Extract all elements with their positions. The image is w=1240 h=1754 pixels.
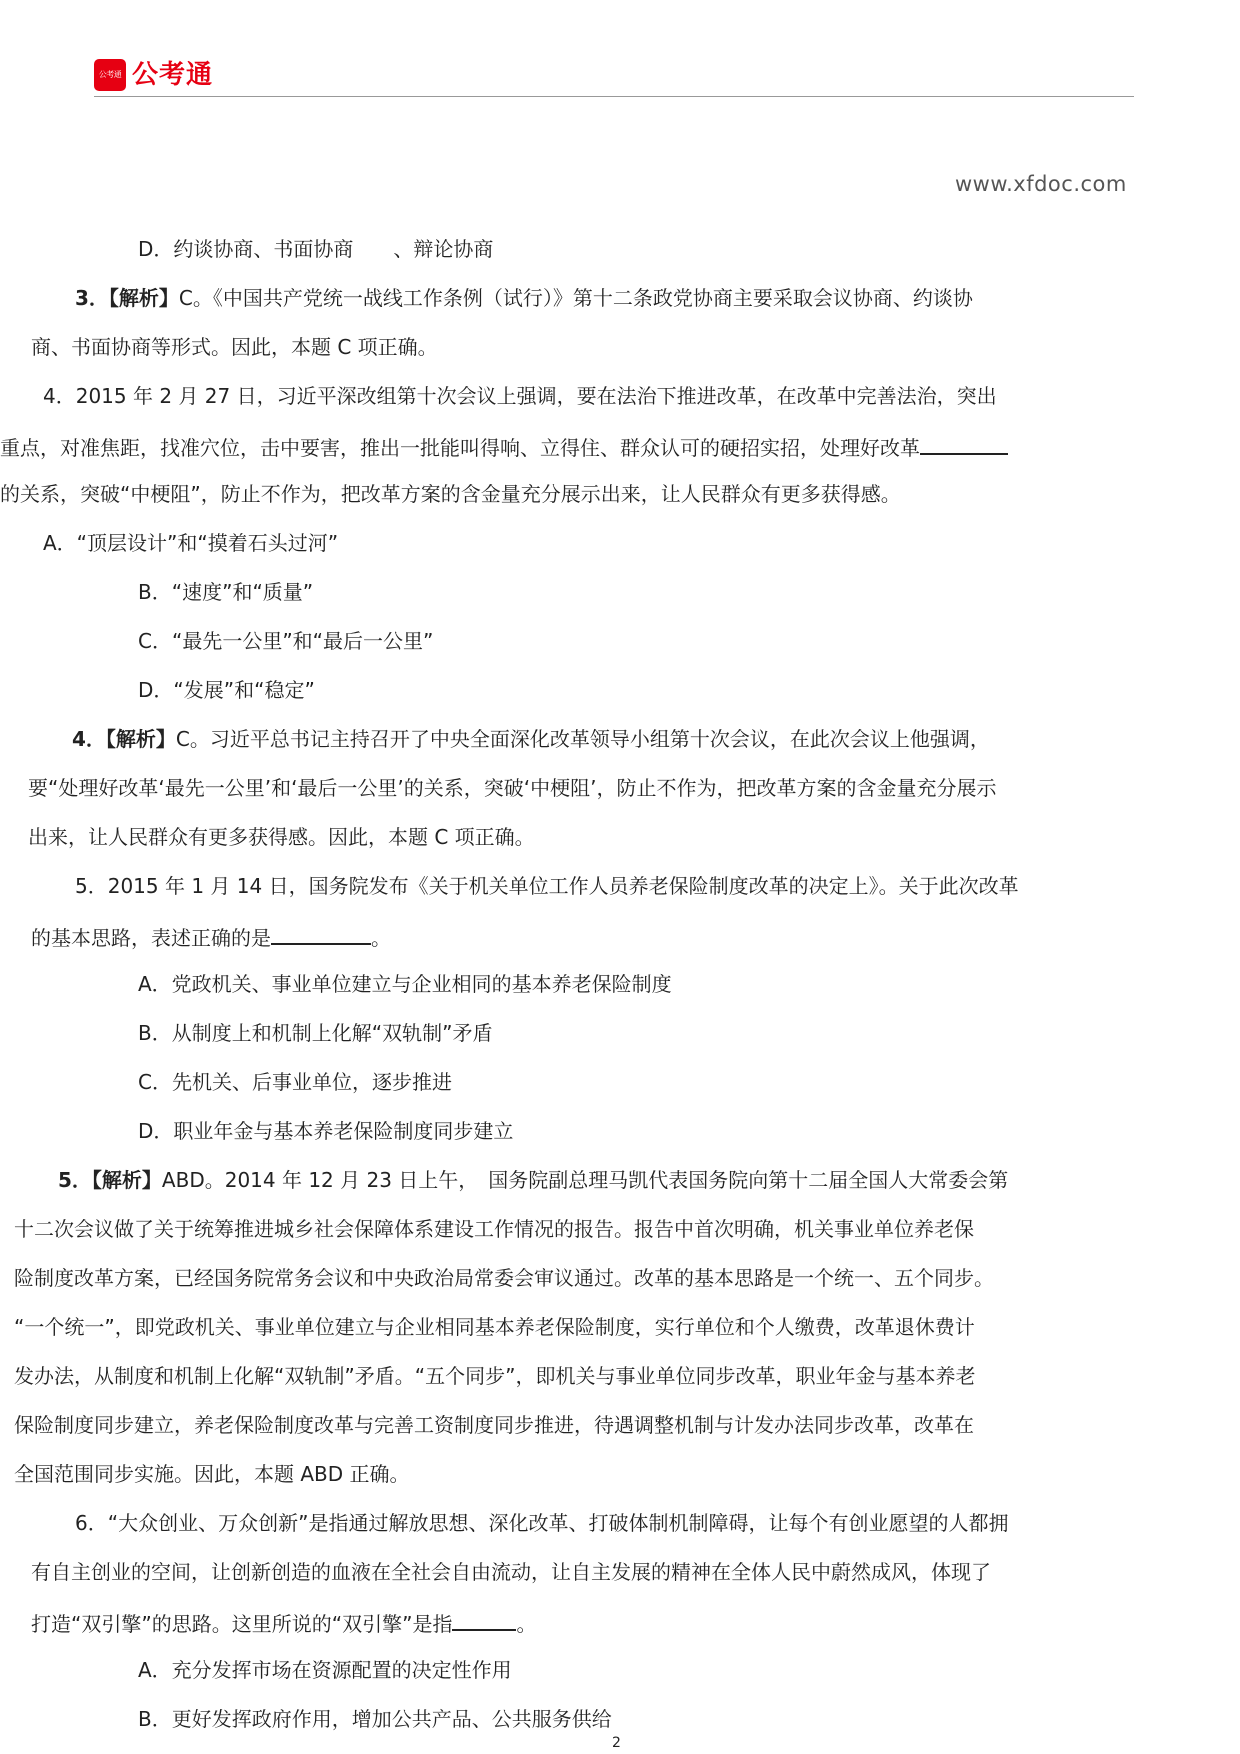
q5-answer-line-7: 全国范围同步实施。因此，本题 ABD 正确。 <box>14 1462 410 1486</box>
q3-answer-line-2: 商、书面协商等形式。因此，本题 C 项正确。 <box>31 335 438 359</box>
page-number: 2 <box>612 1735 621 1751</box>
q6-stem-line-1: 6．“大众创业、万众创新”是指通过解放思想、深化改革、打破体制机制障碍，让每个有创业愿望的人都拥 <box>75 1511 1009 1535</box>
q5-answer-line-5: 发办法，从制度和机制上化解“双轨制”矛盾。“五个同步”，即机关与事业单位同步改革，职业年金与基本养老 <box>14 1364 976 1388</box>
q5-answer-line-1: 5．【解析】ABD。2014 年 12 月 23 日上午， 国务院副总理马凯代表国务院向第十二届全国人大常委会第 <box>58 1168 1009 1192</box>
q4-answer-line-1: 4．【解析】C。习近平总书记主持召开了中央全面深化改革领导小组第十次会议，在此次会议上他强调， <box>72 727 990 751</box>
q5-answer-label: 5．【解析】 <box>58 1168 162 1192</box>
q6-option-a: A．充分发挥市场在资源配置的决定性作用 <box>138 1658 512 1682</box>
q5-stem-line-2: 的基本思路，表述正确的是 。 <box>31 923 391 950</box>
q4-stem-line-2: 重点，对准焦距，找准穴位，击中要害，推出一批能叫得响、立得住、群众认可的硬招实招，处理好改革 <box>0 433 1008 460</box>
q4-option-b: B．“速度”和“质量” <box>138 580 314 604</box>
q6-stem-line-3: 打造“双引擎”的思路。这里所说的“双引擎”是指 。 <box>31 1609 536 1636</box>
q4-option-d: D．“发展”和“稳定” <box>138 678 315 702</box>
q5-option-d: D．职业年金与基本养老保险制度同步建立 <box>138 1119 514 1143</box>
q5-option-c: C．先机关、后事业单位，逐步推进 <box>138 1070 452 1094</box>
q5-answer-line-6: 保险制度同步建立，养老保险制度改革与完善工资制度同步推进，待遇调整机制与计发办法同步改革，改革在 <box>14 1413 974 1437</box>
q6-answer-blank <box>452 1609 516 1631</box>
header-divider <box>94 96 1134 97</box>
q4-stem-line-3: 的关系，突破“中梗阻”，防止不作为，把改革方案的含金量充分展示出来，让人民群众有更多获得感。 <box>0 482 901 506</box>
q5-stem-line-1: 5．2015 年 1 月 14 日，国务院发布《关于机关单位工作人员养老保险制度改革的决定上》。关于此次改革 <box>75 874 1019 898</box>
site-url: www.xfdoc.com <box>955 172 1127 196</box>
q5-option-a: A．党政机关、事业单位建立与企业相同的基本养老保险制度 <box>138 972 672 996</box>
logo-text: 公考通 <box>132 60 214 90</box>
q6-stem-line-2: 有自主创业的空间，让创新创造的血液在全社会自由流动，让自主发展的精神在全体人民中蔚然成风，体现了 <box>31 1560 991 1584</box>
q4-answer-line-2: 要“处理好改革‘最先一公里’和‘最后一公里’的关系，突破‘中梗阻’，防止不作为，把改革方案的含金量充分展示 <box>28 776 997 800</box>
q5-option-b: B．从制度上和机制上化解“双轨制”矛盾 <box>138 1021 493 1045</box>
q4-answer-line-3: 出来，让人民群众有更多获得感。因此，本题 C 项正确。 <box>28 825 535 849</box>
q3-answer-line-1: 3．【解析】C。《中国共产党统一战线工作条例（试行）》第十二条政党协商主要采取会议协商、约谈协 <box>75 286 973 310</box>
logo-mark: 公考通 <box>94 59 126 91</box>
q4-answer-label: 4．【解析】 <box>72 727 176 751</box>
q4-answer-blank <box>920 433 1008 455</box>
q3-option-d: D．约谈协商、书面协商 、辩论协商 <box>138 237 494 261</box>
q5-answer-line-2: 十二次会议做了关于统筹推进城乡社会保障体系建设工作情况的报告。报告中首次明确，机关事业单位养老保 <box>14 1217 974 1241</box>
q5-answer-line-4: “一个统一”，即党政机关、事业单位建立与企业相同基本养老保险制度，实行单位和个人缴费，改革退休费计 <box>14 1315 975 1339</box>
q5-answer-blank <box>271 923 371 945</box>
q5-answer-line-3: 险制度改革方案，已经国务院常务会议和中央政治局常委会审议通过。改革的基本思路是一个统一、五个同步。 <box>14 1266 994 1290</box>
q3-answer-label: 3．【解析】 <box>75 286 179 310</box>
logo <box>94 58 213 92</box>
q4-stem-line-1: 4．2015 年 2 月 27 日，习近平深改组第十次会议上强调，要在法治下推进改革，在改革中完善法治，突出 <box>43 384 997 408</box>
q4-option-a: A．“顶层设计”和“摸着石头过河” <box>43 531 339 555</box>
q6-option-b: B．更好发挥政府作用，增加公共产品、公共服务供给 <box>138 1707 612 1731</box>
q4-option-c: C．“最先一公里”和“最后一公里” <box>138 629 434 653</box>
